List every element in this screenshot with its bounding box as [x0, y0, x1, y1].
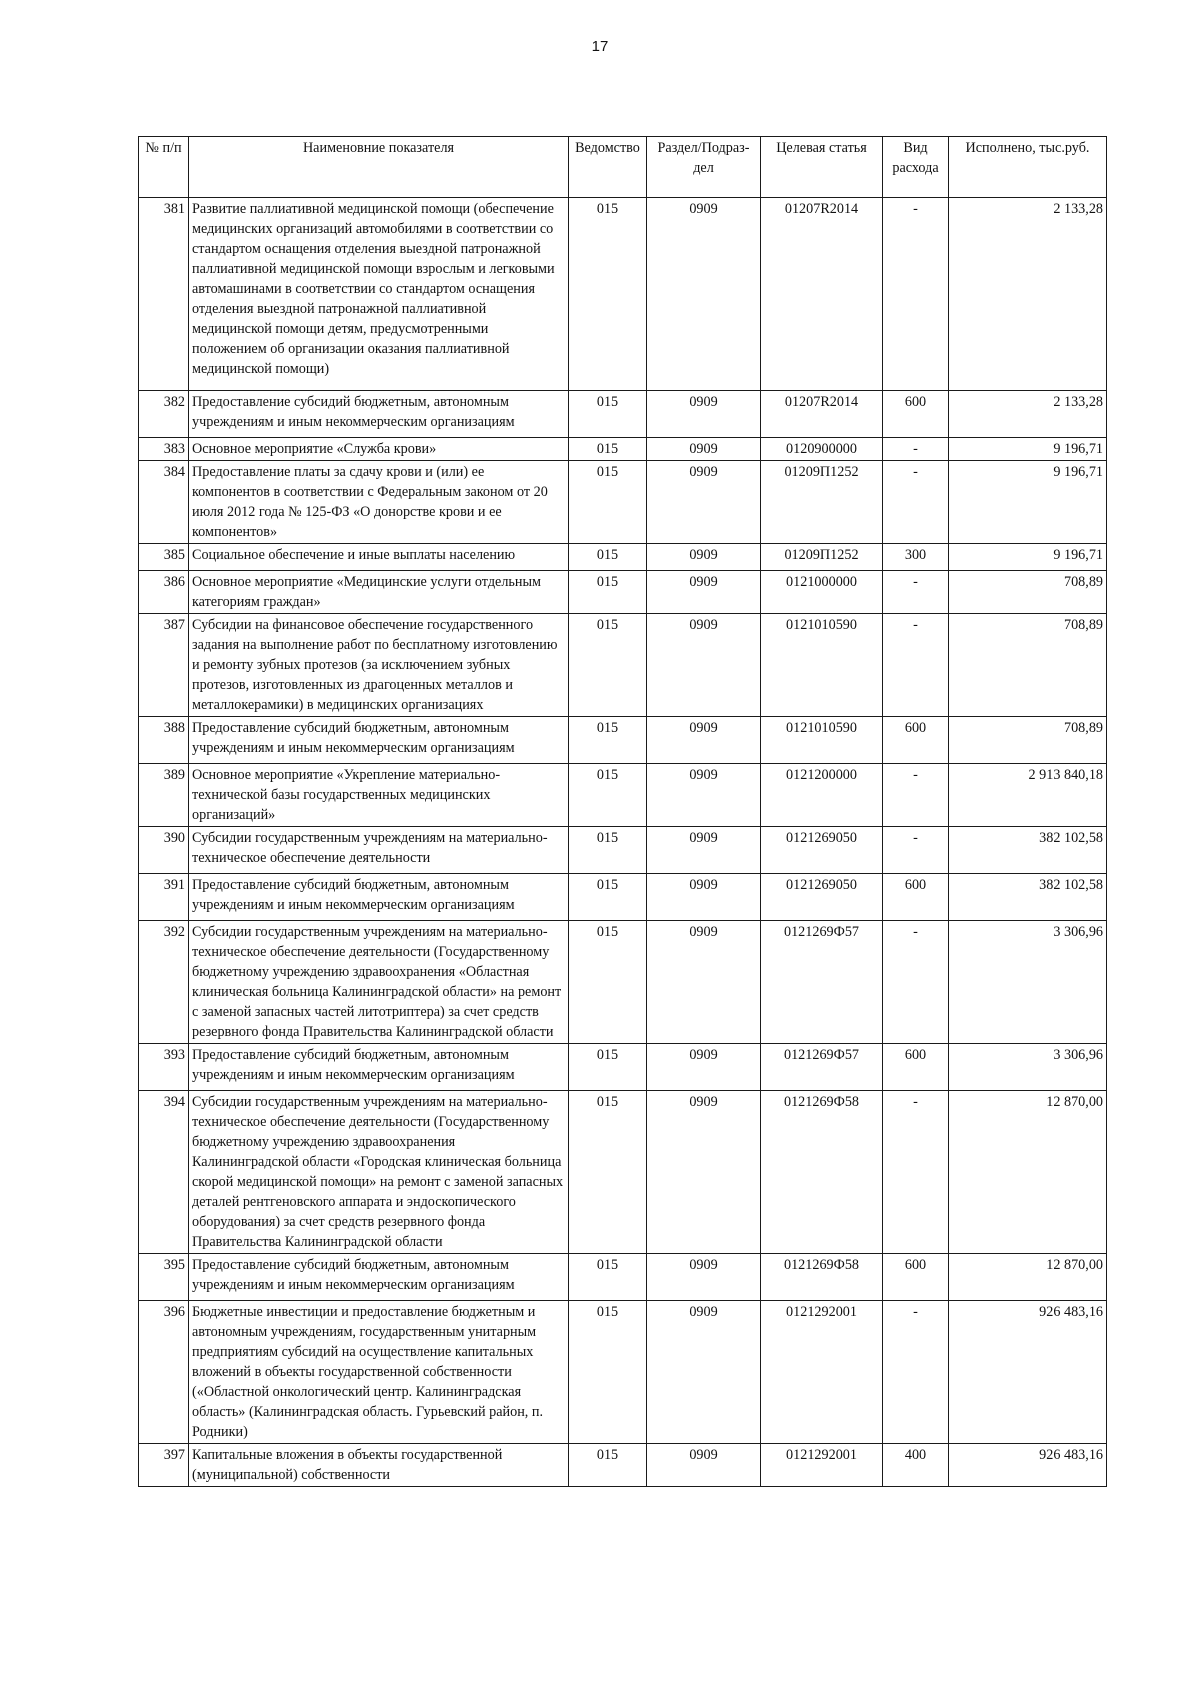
row-executed-amount: 708,89	[949, 571, 1107, 614]
row-expense-kind: -	[883, 438, 949, 461]
row-target-item: 0121000000	[761, 571, 883, 614]
row-indicator-name: Капитальные вложения в объекты государственной (муниципальной) собственности	[189, 1444, 569, 1487]
header-section: Раздел/Подраз-дел	[647, 137, 761, 198]
row-section: 0909	[647, 1301, 761, 1444]
row-expense-kind: -	[883, 461, 949, 544]
row-section: 0909	[647, 438, 761, 461]
row-target-item: 0121269Ф57	[761, 1044, 883, 1091]
row-target-item: 0121292001	[761, 1444, 883, 1487]
row-expense-kind: -	[883, 614, 949, 717]
row-number: 388	[139, 717, 189, 764]
row-number: 395	[139, 1254, 189, 1301]
row-indicator-name: Предоставление субсидий бюджетным, автономным учреждениям и иным некоммерческим организациям	[189, 391, 569, 438]
table-row	[139, 827, 1107, 874]
row-target-item: 01209П1252	[761, 544, 883, 571]
row-target-item: 0121269Ф57	[761, 921, 883, 1044]
row-number: 382	[139, 391, 189, 438]
row-indicator-name: Субсидии государственным учреждениям на материально-техническое обеспечение деятельности (Государственному бюджетному учреждению здравоохранения «Областная клиническая больница Калининградской области» на ремонт с заменой запасных частей литотриптера) за счет средств резервного фонда Правительства Калининградской области	[189, 921, 569, 1044]
row-executed-amount: 926 483,16	[949, 1301, 1107, 1444]
row-number: 396	[139, 1301, 189, 1444]
row-executed-amount: 2 133,28	[949, 198, 1107, 391]
table-row	[139, 921, 1107, 1044]
row-executed-amount: 3 306,96	[949, 921, 1107, 1044]
row-indicator-name: Субсидии на финансовое обеспечение государственного задания на выполнение работ по бесплатному изготовлению и ремонту зубных протезов (за исключением зубных протезов, изготовленных из драгоценных металлов и металлокерамики) в медицинских организациях	[189, 614, 569, 717]
row-number: 392	[139, 921, 189, 1044]
row-section: 0909	[647, 1044, 761, 1091]
row-section: 0909	[647, 571, 761, 614]
row-number: 397	[139, 1444, 189, 1487]
table-header-row	[139, 137, 1107, 198]
row-indicator-name: Субсидии государственным учреждениям на материально-техническое обеспечение деятельности	[189, 827, 569, 874]
row-target-item: 0121269050	[761, 827, 883, 874]
row-expense-kind: 400	[883, 1444, 949, 1487]
table-row	[139, 614, 1107, 717]
row-expense-kind: -	[883, 921, 949, 1044]
row-department: 015	[569, 1091, 647, 1254]
row-department: 015	[569, 827, 647, 874]
table-row	[139, 1091, 1107, 1254]
row-expense-kind: 600	[883, 1044, 949, 1091]
row-indicator-name: Предоставление субсидий бюджетным, автономным учреждениям и иным некоммерческим организациям	[189, 874, 569, 921]
row-executed-amount: 708,89	[949, 614, 1107, 717]
row-target-item: 0121010590	[761, 614, 883, 717]
row-department: 015	[569, 461, 647, 544]
header-executed-amount: Исполнено, тыс.руб.	[949, 137, 1107, 198]
row-indicator-name: Основное мероприятие «Медицинские услуги отдельным категориям граждан»	[189, 571, 569, 614]
row-indicator-name: Бюджетные инвестиции и предоставление бюджетным и автономным учреждениям, государственным унитарным предприятиям субсидий на осуществление капитальных вложений в объекты государственной собственности («Областной онкологический центр. Калининградская область» (Калининградская область. Гурьевский район, п. Родники)	[189, 1301, 569, 1444]
row-section: 0909	[647, 544, 761, 571]
row-expense-kind: -	[883, 764, 949, 827]
row-number: 384	[139, 461, 189, 544]
table-row	[139, 198, 1107, 391]
row-section: 0909	[647, 921, 761, 1044]
table-row	[139, 874, 1107, 921]
row-department: 015	[569, 391, 647, 438]
row-department: 015	[569, 717, 647, 764]
row-indicator-name: Социальное обеспечение и иные выплаты населению	[189, 544, 569, 571]
row-number: 391	[139, 874, 189, 921]
row-number: 383	[139, 438, 189, 461]
table-row	[139, 571, 1107, 614]
row-indicator-name: Развитие паллиативной медицинской помощи (обеспечение медицинских организаций автомобилями в соответствии со стандартом оснащения отделения выездной патронажной паллиативной медицинской помощи взрослым и легковыми автомашинами в соответствии со стандартом оснащения отделения выездной патронажной паллиативной медицинской помощи детям, предусмотренными положением об организации оказания паллиативной медицинской помощи)	[189, 198, 569, 391]
table-row	[139, 1044, 1107, 1091]
row-section: 0909	[647, 764, 761, 827]
table-row	[139, 544, 1107, 571]
row-executed-amount: 382 102,58	[949, 827, 1107, 874]
row-expense-kind: -	[883, 1301, 949, 1444]
row-indicator-name: Основное мероприятие «Укрепление материально-технической базы государственных медицинских организаций»	[189, 764, 569, 827]
row-indicator-name: Предоставление платы за сдачу крови и (или) ее компонентов в соответствии с Федеральным законом от 20 июля 2012 года № 125-ФЗ «О донорстве крови и ее компонентов»	[189, 461, 569, 544]
row-target-item: 01207R2014	[761, 391, 883, 438]
row-expense-kind: 600	[883, 874, 949, 921]
row-executed-amount: 12 870,00	[949, 1254, 1107, 1301]
row-number: 386	[139, 571, 189, 614]
row-executed-amount: 2 913 840,18	[949, 764, 1107, 827]
row-section: 0909	[647, 1444, 761, 1487]
row-department: 015	[569, 1254, 647, 1301]
row-executed-amount: 708,89	[949, 717, 1107, 764]
row-department: 015	[569, 1444, 647, 1487]
row-expense-kind: 600	[883, 717, 949, 764]
row-expense-kind: -	[883, 827, 949, 874]
row-number: 394	[139, 1091, 189, 1254]
row-expense-kind: 600	[883, 391, 949, 438]
row-expense-kind: 300	[883, 544, 949, 571]
row-executed-amount: 9 196,71	[949, 438, 1107, 461]
row-section: 0909	[647, 874, 761, 921]
row-executed-amount: 926 483,16	[949, 1444, 1107, 1487]
header-target-item: Целевая статья	[761, 137, 883, 198]
table-row	[139, 461, 1107, 544]
budget-table	[138, 136, 1107, 1487]
table-body	[139, 198, 1107, 1487]
row-department: 015	[569, 198, 647, 391]
row-department: 015	[569, 571, 647, 614]
row-target-item: 0121269Ф58	[761, 1091, 883, 1254]
row-executed-amount: 9 196,71	[949, 461, 1107, 544]
row-section: 0909	[647, 1091, 761, 1254]
row-target-item: 01209П1252	[761, 461, 883, 544]
row-indicator-name: Предоставление субсидий бюджетным, автономным учреждениям и иным некоммерческим организациям	[189, 717, 569, 764]
row-target-item: 0121200000	[761, 764, 883, 827]
row-indicator-name: Субсидии государственным учреждениям на материально-техническое обеспечение деятельности (Государственному бюджетному учреждению здравоохранения Калининградской области «Городская клиническая больница скорой медицинской помощи» на ремонт с заменой запасных деталей рентгеновского аппарата и эндоскопического оборудования) за счет средств резервного фонда Правительства Калининградской области	[189, 1091, 569, 1254]
table-row	[139, 438, 1107, 461]
header-expense-kind: Вид расхода	[883, 137, 949, 198]
row-department: 015	[569, 1044, 647, 1091]
row-indicator-name: Предоставление субсидий бюджетным, автономным учреждениям и иным некоммерческим организациям	[189, 1254, 569, 1301]
row-section: 0909	[647, 614, 761, 717]
row-section: 0909	[647, 461, 761, 544]
row-executed-amount: 382 102,58	[949, 874, 1107, 921]
table-row	[139, 1301, 1107, 1444]
row-target-item: 01207R2014	[761, 198, 883, 391]
row-executed-amount: 12 870,00	[949, 1091, 1107, 1254]
row-executed-amount: 2 133,28	[949, 391, 1107, 438]
header-number: № п/п	[139, 137, 189, 198]
row-number: 381	[139, 198, 189, 391]
row-department: 015	[569, 438, 647, 461]
row-number: 390	[139, 827, 189, 874]
row-target-item: 0121269050	[761, 874, 883, 921]
row-executed-amount: 9 196,71	[949, 544, 1107, 571]
row-executed-amount: 3 306,96	[949, 1044, 1107, 1091]
row-section: 0909	[647, 717, 761, 764]
row-number: 387	[139, 614, 189, 717]
row-section: 0909	[647, 827, 761, 874]
row-target-item: 0121292001	[761, 1301, 883, 1444]
row-number: 389	[139, 764, 189, 827]
table-row	[139, 764, 1107, 827]
table-row	[139, 717, 1107, 764]
row-number: 393	[139, 1044, 189, 1091]
row-department: 015	[569, 1301, 647, 1444]
row-section: 0909	[647, 391, 761, 438]
row-department: 015	[569, 874, 647, 921]
table-row	[139, 1254, 1107, 1301]
table-row	[139, 1444, 1107, 1487]
row-target-item: 0121269Ф58	[761, 1254, 883, 1301]
row-department: 015	[569, 764, 647, 827]
row-expense-kind: -	[883, 198, 949, 391]
row-indicator-name: Предоставление субсидий бюджетным, автономным учреждениям и иным некоммерческим организациям	[189, 1044, 569, 1091]
row-department: 015	[569, 614, 647, 717]
row-expense-kind: 600	[883, 1254, 949, 1301]
row-expense-kind: -	[883, 571, 949, 614]
row-target-item: 0121010590	[761, 717, 883, 764]
header-indicator-name: Наименовние показателя	[189, 137, 569, 198]
row-department: 015	[569, 544, 647, 571]
row-number: 385	[139, 544, 189, 571]
row-section: 0909	[647, 198, 761, 391]
page-number: 17	[591, 38, 609, 55]
row-indicator-name: Основное мероприятие «Служба крови»	[189, 438, 569, 461]
header-department: Ведомство	[569, 137, 647, 198]
row-department: 015	[569, 921, 647, 1044]
row-target-item: 0120900000	[761, 438, 883, 461]
row-expense-kind: -	[883, 1091, 949, 1254]
table-row	[139, 391, 1107, 438]
row-section: 0909	[647, 1254, 761, 1301]
